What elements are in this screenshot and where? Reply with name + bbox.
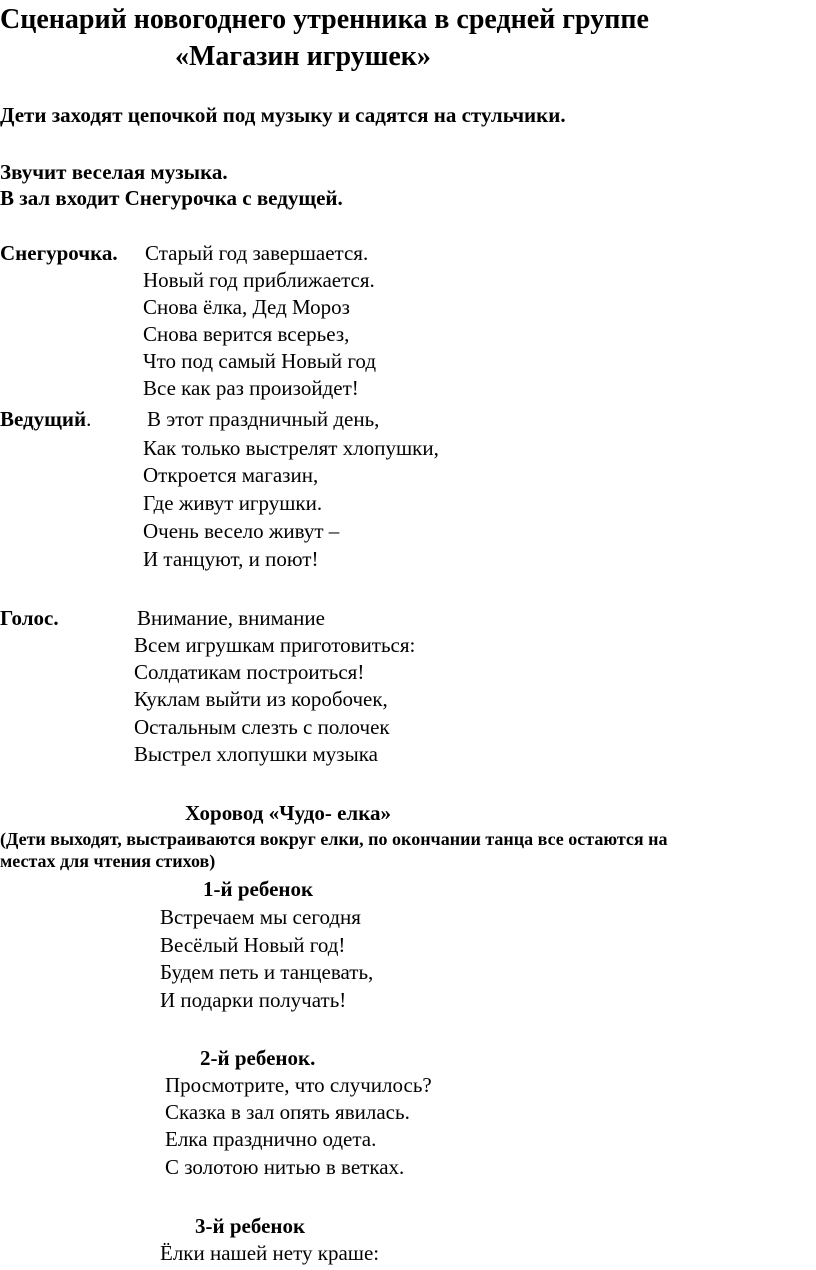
verse-line: Будем петь и танцевать,	[160, 960, 374, 984]
verse-line: Снова верится всерьез,	[143, 322, 350, 346]
verse-line: Просмотрите, что случилось?	[165, 1073, 432, 1097]
stage-direction-entry: Дети заходят цепочкой под музыку и садятся на стульчики.	[0, 103, 566, 127]
speaker-vedushchiy: Ведущий	[0, 407, 87, 431]
verse-line: Откроется магазин,	[143, 463, 319, 487]
verse-line: Остальным слезть с полочек	[134, 715, 390, 739]
verse-line: Снова ёлка, Дед Мороз	[143, 295, 350, 319]
verse-line: Все как раз произойдет!	[143, 376, 359, 400]
verse-line: Куклам выйти из коробочек,	[134, 687, 388, 711]
stage-direction-music: Звучит веселая музыка.	[0, 160, 228, 184]
speaker-child-2: 2-й ребенок.	[200, 1046, 316, 1070]
verse-line: Новый год приближается.	[143, 268, 375, 292]
verse-line: Всем игрушкам приготовиться:	[134, 633, 416, 657]
verse-line: С золотою нитью в ветках.	[165, 1155, 405, 1179]
verse-line: Выстрел хлопушки музыка	[134, 742, 378, 766]
verse-line: Ёлки нашей нету краше:	[160, 1241, 380, 1265]
stage-note-line1: (Дети выходят, выстраиваются вокруг елки, по окончании танца все остаются на	[0, 829, 668, 849]
verse-line: Старый год завершается.	[145, 241, 369, 265]
verse-line: Очень весело живут –	[143, 519, 340, 543]
verse-line: Весёлый Новый год!	[160, 933, 346, 957]
verse-line: Что под самый Новый год	[143, 349, 376, 373]
document-title-line2: «Магазин игрушек»	[175, 41, 431, 72]
verse-line: Как только выстрелят хлопушки,	[143, 436, 439, 460]
verse-line: И подарки получать!	[160, 988, 347, 1012]
verse-line: Солдатикам построиться!	[134, 660, 365, 684]
stage-direction-enter: В зал входит Снегурочка с ведущей.	[0, 186, 343, 210]
stage-note-line2: местах для чтения стихов)	[0, 851, 216, 871]
speaker-child-1: 1-й ребенок	[203, 877, 314, 901]
verse-line: Елка празднично одета.	[165, 1127, 377, 1151]
speaker-snegurochka: Снегурочка.	[0, 241, 118, 265]
verse-line: Где живут игрушки.	[143, 491, 323, 515]
speaker-vedushchiy-wrap	[0, 406, 91, 432]
verse-line: Сказка в зал опять явилась.	[165, 1100, 410, 1124]
speaker-golos: Голос.	[0, 606, 59, 630]
section-heading-khorovod: Хоровод «Чудо- елка»	[185, 801, 391, 825]
verse-line: В этот праздничный день,	[147, 407, 380, 431]
speaker-punct: .	[86, 407, 92, 431]
speaker-child-3: 3-й ребенок	[195, 1214, 306, 1238]
verse-line: Внимание, внимание	[137, 606, 325, 630]
verse-line: И танцуют, и поют!	[143, 547, 319, 571]
verse-line: Встречаем мы сегодня	[160, 905, 361, 929]
document-title-line1: Сценарий новогоднего утренника в средней группе	[0, 4, 649, 35]
